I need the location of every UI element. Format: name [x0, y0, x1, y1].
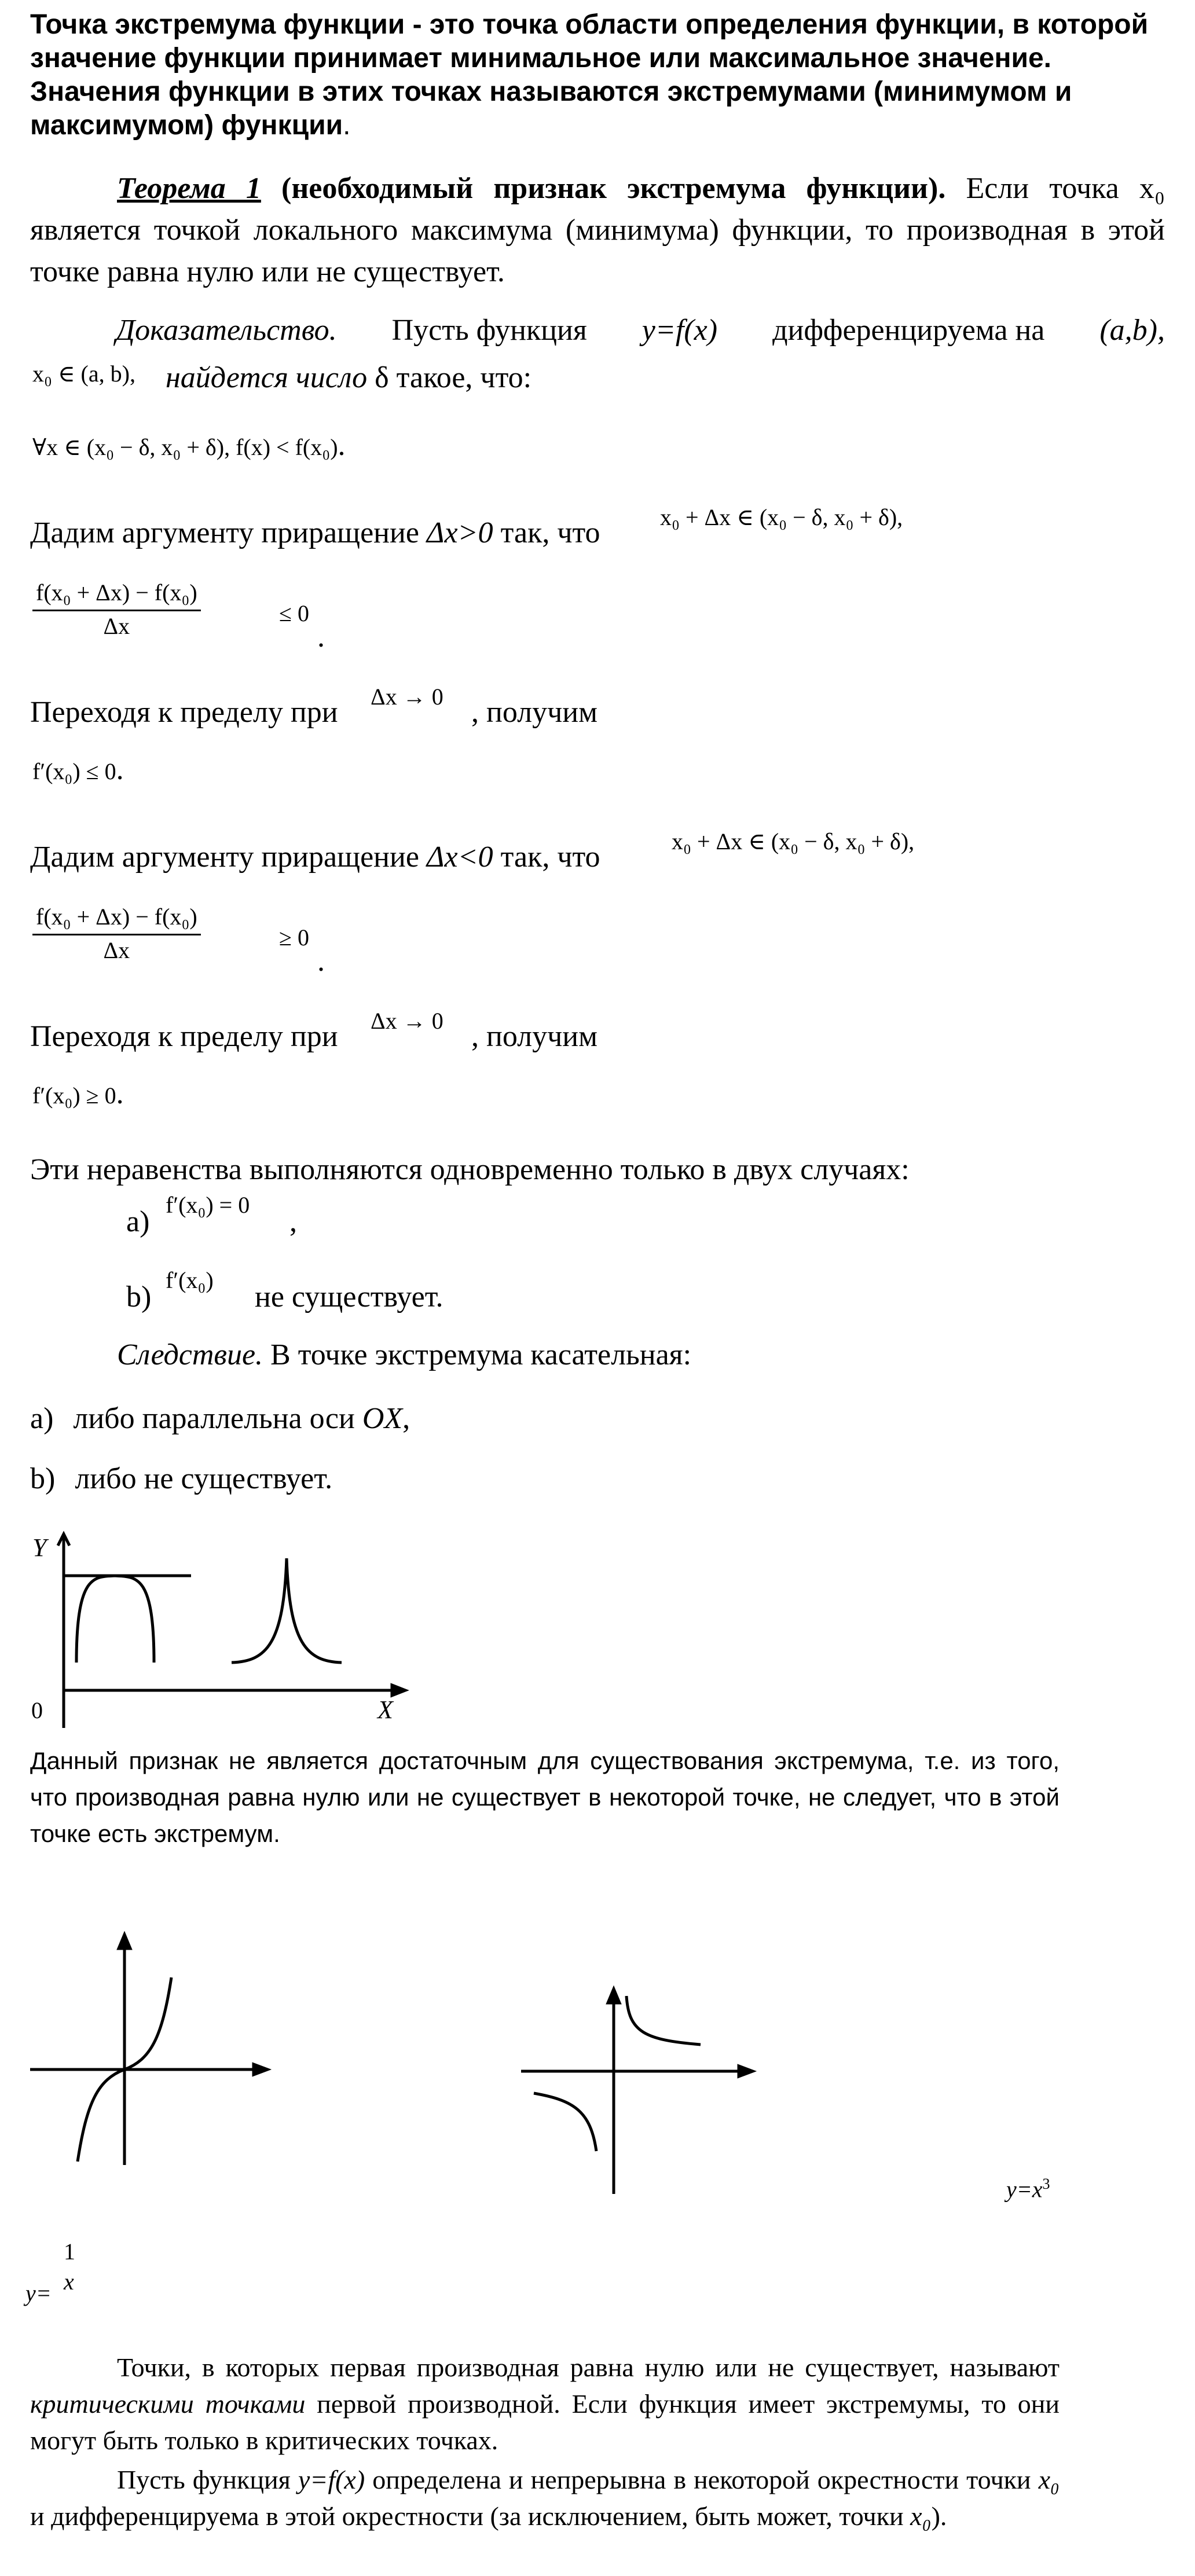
proof-x0-in: x₀ ∈ (a, b),	[32, 361, 135, 387]
step2-denominator: Δx	[103, 937, 130, 963]
proof-line	[116, 307, 1165, 354]
final-t1: Пусть функция	[117, 2465, 291, 2494]
proof-found-line	[166, 354, 531, 402]
graph1-x-arrow	[392, 1685, 405, 1696]
sufficiency-note: Данный признак не является достаточным для существования экстремума, т.е. из того, что производная равна нулю или не существует в некоторой точке, не следует, что в этой точке есть экстремум.	[30, 1747, 1060, 1847]
final-t2: определена и непрерывна в некоторой окрестности точки	[372, 2465, 1031, 2494]
proof-interval: (a,b),	[1099, 314, 1165, 347]
graph1-cusp-curve	[232, 1558, 342, 1663]
corollary-b-label: b)	[30, 1462, 56, 1495]
step2-dot: .	[317, 945, 325, 978]
step1-limit-a: Переходя к пределу при	[30, 696, 338, 729]
cube-graph	[23, 1928, 278, 2171]
step2-limit-line	[30, 1013, 338, 1061]
step1-give: Дадим аргументу приращение	[30, 516, 419, 549]
corollary-line	[117, 1331, 691, 1379]
step1-inequality: ≤ 0	[279, 600, 309, 626]
step2-limit-expr: Δx → 0	[371, 1008, 443, 1034]
corollary-a-axis: OX	[362, 1402, 403, 1435]
step1-increment: Δx>0	[426, 516, 493, 549]
proof-text-b: дифференцируема на	[772, 314, 1045, 347]
case-a-expr: f′(x₀) = 0	[166, 1192, 250, 1218]
final-x0: x₀	[1038, 2465, 1060, 2494]
step2-result-expr: f′(x₀) ≥ 0	[32, 1082, 116, 1109]
step1-result: f′(x₀) ≤ 0.	[32, 753, 124, 786]
final-t4: ).	[931, 2501, 947, 2531]
step2-limit-a: Переходя к пределу при	[30, 1020, 338, 1053]
corollary-a-end: ,	[402, 1402, 410, 1435]
critical-t2: критическими точками	[30, 2389, 306, 2419]
theorem-label: Теорема 1	[117, 172, 261, 205]
step2-range: x₀ + Δx ∈ (x₀ − δ, x₀ + δ),	[672, 828, 915, 854]
corollary-text: В точке экстремума касательная:	[270, 1338, 692, 1371]
recip-label-y: y=	[25, 2280, 52, 2306]
step2-so: так, что	[500, 841, 600, 874]
proof-condition	[32, 428, 346, 463]
graph1-origin: 0	[31, 1697, 43, 1723]
graph1-x-label: X	[377, 1696, 393, 1724]
recip-branch-positive	[626, 1996, 701, 2045]
corollary-label: Следствие.	[117, 1338, 263, 1371]
cube-label-y: y=	[1006, 2176, 1032, 2203]
theorem-text: Если точка x₀ является точкой локального максимума (минимума) функции, то производная в этой точке равна нулю или не существует.	[30, 172, 1165, 288]
cube-label-exp: 3	[1042, 2175, 1050, 2192]
reciprocal-label	[25, 2238, 112, 2313]
final-paragraph	[30, 2461, 1060, 2534]
cube-label-x: x	[1032, 2176, 1043, 2203]
critical-t1: Точки, в которых первая производная равна нулю или не существует, называют	[117, 2353, 1060, 2382]
graph1-max-curve	[76, 1576, 154, 1663]
cube-x-arrow	[254, 2064, 267, 2075]
corollary-b	[30, 1455, 332, 1503]
proof-text-a: Пусть функция	[391, 314, 587, 347]
step1-range: x₀ + Δx ∈ (x₀ − δ, x₀ + δ),	[660, 504, 903, 530]
theorem-paragraph	[30, 168, 1165, 293]
cube-y-arrow	[119, 1935, 130, 1948]
step1-fraction	[32, 579, 201, 640]
proof-label: Доказательство.	[116, 314, 337, 347]
step2-numerator: f(x₀ + Δx) − f(x₀)	[32, 903, 201, 935]
definition-text: Точка экстремума функции - это точка области определения функции, в которой значение функции принимает минимальное или максимальное значение. Значения функции в этих точках называются экстремумами (минимумом и максимумом) функции	[30, 9, 1149, 141]
recip-label-num: 1	[64, 2239, 75, 2265]
recip-x-arrow	[739, 2066, 753, 2076]
recip-label-den: x	[64, 2269, 74, 2295]
definition-end: .	[343, 110, 351, 141]
case-b-expr: f′(x₀)	[166, 1267, 214, 1293]
step2-line	[30, 834, 600, 881]
theorem-title: (необходимый признак экстремума функции).	[281, 172, 946, 205]
step2-result: f′(x₀) ≥ 0.	[32, 1077, 124, 1110]
graph1-y-label: Y	[32, 1533, 47, 1562]
case-a-end: ,	[289, 1205, 297, 1238]
recip-y-arrow	[608, 1989, 620, 2003]
case-b-label: b)	[126, 1280, 152, 1313]
case-a-label: а)	[126, 1205, 150, 1238]
proof-condition-expr: ∀x ∈ (x₀ − δ, x₀ + δ), f(x) < f(x₀)	[32, 434, 338, 460]
proof-delta-such: δ такое, что:	[375, 361, 532, 394]
step1-limit-expr: Δx → 0	[371, 684, 443, 710]
step2-limit-b: , получим	[471, 1020, 598, 1053]
step2-fraction	[32, 903, 201, 964]
definition-heading	[30, 8, 1165, 142]
corollary-a-label: а)	[30, 1402, 54, 1435]
step1-dot: .	[317, 621, 325, 654]
step1-limit-b: , получим	[471, 696, 598, 729]
corollary-b-text: либо не существует.	[75, 1462, 333, 1495]
step1-denominator: Δx	[103, 613, 130, 639]
proof-found: найдется число	[166, 361, 368, 394]
step1-result-expr: f′(x₀) ≤ 0	[32, 758, 116, 784]
critical-t3: первой производной. Если функция имеет экстремумы, то они могут быть только в критических точках.	[30, 2389, 1060, 2455]
step2-inequality: ≥ 0	[279, 924, 309, 951]
corollary-a	[30, 1395, 410, 1443]
final-fn: y=f(x)	[298, 2465, 365, 2494]
step1-numerator: f(x₀ + Δx) − f(x₀)	[32, 579, 201, 611]
critical-points-paragraph	[30, 2349, 1060, 2458]
step1-so: так, что	[500, 516, 600, 549]
proof-condition-end: .	[338, 429, 346, 462]
step2-give: Дадим аргументу приращение	[30, 841, 419, 874]
reciprocal-graph	[515, 1980, 764, 2200]
proof-function: y=f(x)	[642, 314, 718, 347]
step1-limit-line	[30, 689, 338, 736]
corollary-a-text: либо параллельна оси	[73, 1402, 355, 1435]
step1-line	[30, 509, 600, 557]
final-x0b: x₀	[910, 2501, 932, 2531]
recip-branch-negative	[534, 2093, 596, 2151]
cube-label	[1006, 2175, 1050, 2203]
step2-increment: Δx<0	[426, 841, 493, 874]
extremum-graph	[23, 1528, 417, 1737]
final-t3: и дифференцируема в этой окрестности (за исключением, быть может, точки	[30, 2501, 904, 2531]
case-b-text: не существует.	[255, 1280, 443, 1313]
cases-intro: Эти неравенства выполняются одновременно только в двух случаях:	[30, 1153, 910, 1186]
